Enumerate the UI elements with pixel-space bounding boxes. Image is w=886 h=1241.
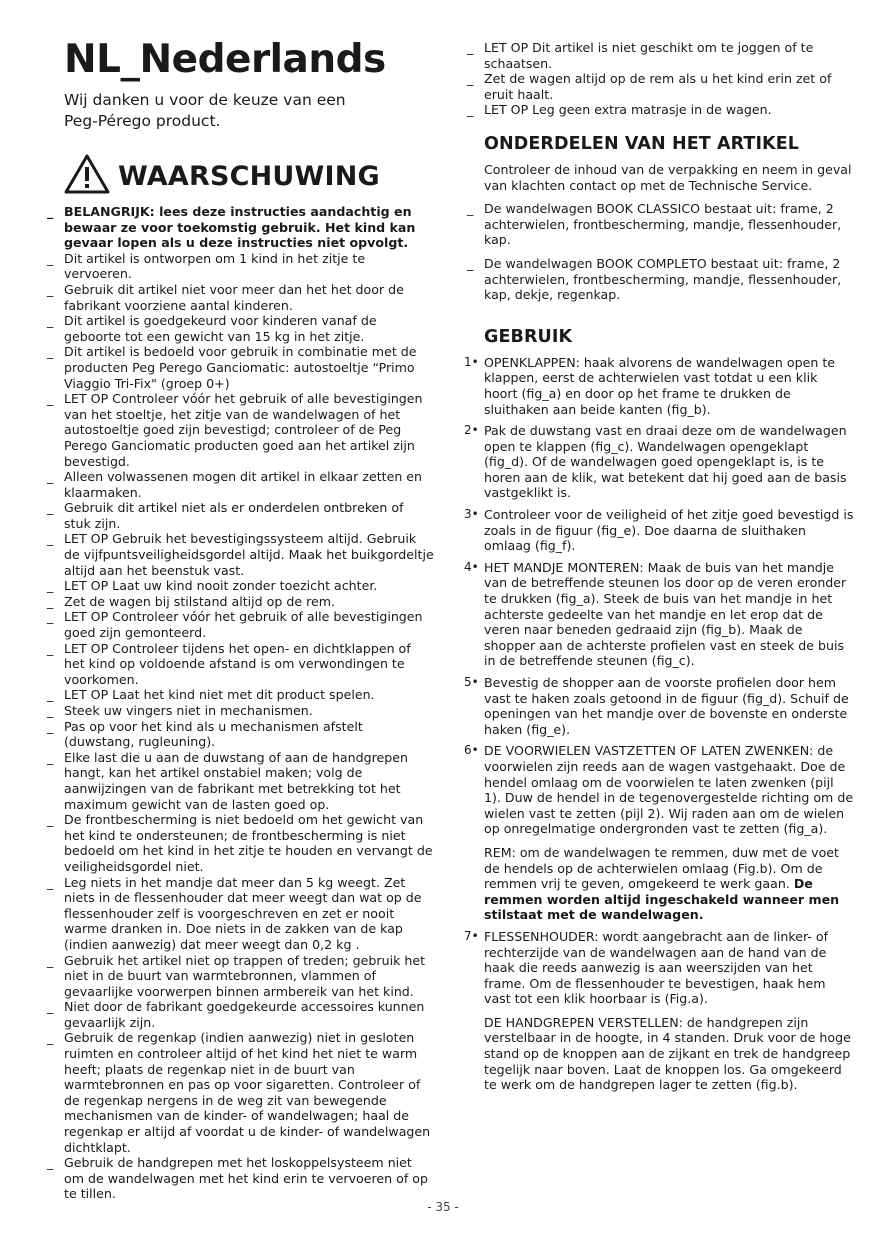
list-item: _ Dit artikel is goedgekeurd voor kinderen vanaf de geboorte tot een gewicht van 15 kg in het zitje. <box>64 313 434 344</box>
step-number: 2• <box>464 423 479 438</box>
list-item: _ Gebruik dit artikel niet als er onderdelen ontbreken of stuk zijn. <box>64 500 434 531</box>
usage-steps <box>464 354 854 1093</box>
list-item <box>464 507 854 554</box>
left-column <box>64 36 434 1202</box>
warning-heading: WAARSCHUWING <box>118 160 380 192</box>
usage-heading: GEBRUIK <box>484 326 573 347</box>
list-item: _ Gebruik de regenkap (indien aanwezig) niet in gesloten ruimten en controleer altijd of het kind het niet te warm heeft; plaats de regenkap niet in de buurt van warmtebronnen en pas op voor sigaretten. Controleer of de regenkap nergens in de weg zit van bewegende mechanismen van de kinder- of wandelwagen; haal de regenkap er altijd af voordat u de kinder- of wandelwagen dichtklapt. <box>64 1030 434 1155</box>
list-item: _ Elke last die u aan de duwstang of aan de handgrepen hangt, kan het artikel onstabiel maken; volg de aanwijzingen van de fabrikant met betrekking tot het maximum gewicht van de lasten goed op. <box>64 750 434 812</box>
step-number: 7• <box>464 928 479 943</box>
list-item <box>464 675 854 737</box>
warning-list <box>64 204 434 1202</box>
step-text: Pak de duwstang vast en draai deze om de wandelwagen open te klappen (fig_c). Wandelwagen opengeklapt (fig_d). Of de wandelwagen goed opengeklapt is, is te horen aan de klik, wat betekent dat hij goed aan de basis vastgeklikt is. <box>484 423 847 501</box>
page-number: - 35 - <box>427 1200 459 1214</box>
list-item: _ LET OP Leg geen extra matrasje in de wagen. <box>484 102 854 118</box>
list-item: _ Alleen volwassenen mogen dit artikel in elkaar zetten en klaarmaken. <box>64 469 434 500</box>
parts-list <box>484 201 854 303</box>
warning-list-continued <box>484 40 854 118</box>
warning-triangle-icon <box>64 154 110 194</box>
list-item: _ Gebruik de handgrepen met het loskoppelsysteem niet om de wandelwagen met het kind erin te vervoeren of op te tillen. <box>64 1155 434 1202</box>
list-item <box>464 423 854 501</box>
list-item: _ LET OP Controleer vóór het gebruik of alle bevestigingen van het stoeltje, het zitje van de wandelwagen of het autostoeltje goed zijn bevestigd; controleer of de Peg Perego Ganciomatic producten goed aan het artikel zijn bevestigd. <box>64 391 434 469</box>
step-number: 6• <box>464 743 479 758</box>
list-item: _ Gebruik dit artikel niet voor meer dan het het door de fabrikant voorziene aantal kinderen. <box>64 282 434 313</box>
list-item: _ Dit artikel is ontworpen om 1 kind in het zitje te vervoeren. <box>64 251 434 282</box>
step-number: 4• <box>464 559 479 574</box>
list-item: _ LET OP Laat uw kind nooit zonder toezicht achter. <box>64 578 434 594</box>
right-column <box>464 40 854 1093</box>
list-item <box>464 354 854 417</box>
step-text: FLESSENHOUDER: wordt aangebracht aan de linker- of rechterzijde van de wandelwagen aan de hand van de haak die reeds aanwezig is aan weerszijden van het frame. Om de flessenhouder te bevestigen, haak hem vast tot een klik hoorbaar is (Fig.a). <box>484 928 829 1007</box>
list-item: _ LET OP Controleer tijdens het open- en dichtklappen of het kind op voldoende afstand is om verwondingen te voorkomen. <box>64 641 434 688</box>
list-item: _ De wandelwagen BOOK CLASSICO bestaat uit: frame, 2 achterwielen, frontbescherming, mandje, flessenhouder, kap. <box>484 201 854 248</box>
step-number: 3• <box>464 507 479 522</box>
step-text: Bevestig de shopper aan de voorste profielen door hem vast te haken zoals getoond in de figuur (fig_d). Schuif de openingen van het mandje over de bovenste en onderste haken (fig_e). <box>484 675 849 737</box>
list-item: _ Niet door de fabrikant goedgekeurde accessoires kunnen gevaarlijk zijn. <box>64 999 434 1030</box>
list-item: _ LET OP Gebruik het bevestigingssysteem altijd. Gebruik de vijfpuntsveiligheidsgordel altijd. Maak het buikgordeltje altijd aan het beenstuk vast. <box>64 531 434 578</box>
warning-heading-row <box>64 154 434 194</box>
step-text: DE VOORWIELEN VASTZETTEN OF LATEN ZWENKEN: de voorwielen zijn reeds aan de wagen vastgehaakt. Doe de hendel omlaag om de voorwielen te laten zwenken (pijl 1). Duw de hendel in de tegenovergestelde richting om de wielen vast te zetten (pijl 2). Wij raden aan om de wielen op onregelmatige ondergronden vast te zetten (fig_a). <box>484 743 854 837</box>
step-subparagraph <box>484 845 854 923</box>
list-item: _ Steek uw vingers niet in mechanismen. <box>64 703 434 719</box>
list-item: _ Leg niets in het mandje dat meer dan 5 kg weegt. Zet niets in de flessenhouder dat meer weegt dan wat op de flessenhouder zelf is voorgeschreven en zet er nooit warme dranken in. Doe niets in de zakken van de kap (indien aanwezig) dat meer weegt dan 0,2 kg . <box>64 875 434 953</box>
brake-warning: De remmen worden altijd ingeschakeld wanneer men stilstaat met de wandelwagen. <box>484 876 840 923</box>
list-item: _ Dit artikel is bedoeld voor gebruik in combinatie met de producten Peg Perego Ganciomatic: autostoeltje “Primo Viaggio Tri-Fix" (groep 0+) <box>64 344 434 391</box>
list-item: _ Zet de wagen bij stilstand altijd op de rem. <box>64 594 434 610</box>
list-item: _ Zet de wagen altijd op de rem als u het kind erin zet of eruit haalt. <box>484 71 854 102</box>
list-item: _ De frontbescherming is niet bedoeld om het gewicht van het kind te ondersteunen; de frontbescherming is niet bedoeld om het kind in het zitje te houden en vervangt de veiligheidsgordel niet. <box>64 812 434 874</box>
step-subparagraph: DE HANDGREPEN VERSTELLEN: de handgrepen zijn verstelbaar in de hoogte, in 4 standen. Druk voor de hoge stand op de knoppen aan de zijkant en trek de handgreep tegelijk naar boven. Laat de knoppen los. Ga omgekeerd te werk om de handgrepen lager te zetten (fig.b). <box>484 1014 851 1093</box>
brake-text: REM: om de wandelwagen te remmen, duw met de voet de hendels op de achterwielen omlaag (Fig.b). Om de remmen vrij te geven, omgekeerd te werk gaan. <box>484 844 839 892</box>
list-item: _ De wandelwagen BOOK COMPLETO bestaat uit: frame, 2 achterwielen, frontbescherming, mandje, flessenhouder, kap, dekje, regenkap. <box>484 256 854 303</box>
list-item: _ BELANGRIJK: lees deze instructies aandachtig en bewaar ze voor toekomstig gebruik. Het kind kan gevaar lopen als u deze instructies niet opvolgt. <box>64 204 434 251</box>
list-item: _ LET OP Laat het kind niet met dit product spelen. <box>64 687 434 703</box>
list-item <box>464 743 854 923</box>
list-item <box>464 928 854 1093</box>
list-item <box>464 559 854 669</box>
step-number: 1• <box>464 354 479 369</box>
list-item: _ Pas op voor het kind als u mechanismen afstelt (duwstang, rugleuning). <box>64 719 434 750</box>
page-title: NL_Nederlands <box>64 37 386 82</box>
step-text: OPENKLAPPEN: haak alvorens de wandelwagen open te klappen, eerst de achterwielen vast totdat u een klik hoort (fig_a) en door op het frame te drukken de sluithaken aan beide kanten (fig_b). <box>484 354 836 417</box>
list-item: _ Gebruik het artikel niet op trappen of treden; gebruik het niet in de buurt van warmtebronnen, vlammen of gevaarlijke voorwerpen binnen armbereik van het kind. <box>64 953 434 1000</box>
step-text: HET MANDJE MONTEREN: Maak de buis van het mandje van de betreffende steunen los door op de veren eronder te drukken (fig_a). Steek de buis van het mandje in het achterste gedeelte van het mandje en let erop dat de veren naar beneden gedraaid zijn (fig_b). Maak de shopper aan de achterste profielen vast en steek de buis in de betreffende steunen (fig_c). <box>484 559 847 669</box>
step-number: 5• <box>464 675 479 689</box>
list-item: _ LET OP Dit artikel is niet geschikt om te joggen of te schaatsen. <box>484 40 854 71</box>
intro-text: Wij danken u voor de keuze van een Peg-Pérego product. <box>64 91 346 130</box>
parts-intro: Controleer de inhoud van de verpakking en neem in geval van klachten contact op met de Technische Service. <box>484 161 852 193</box>
list-item: _ LET OP Controleer vóór het gebruik of alle bevestigingen goed zijn gemonteerd. <box>64 609 434 640</box>
parts-heading: ONDERDELEN VAN HET ARTIKEL <box>484 133 800 154</box>
step-text: Controleer voor de veiligheid of het zitje goed bevestigd is zoals in de figuur (fig_e). Doe daarna de sluithaken omlaag (fig_f). <box>484 507 854 554</box>
